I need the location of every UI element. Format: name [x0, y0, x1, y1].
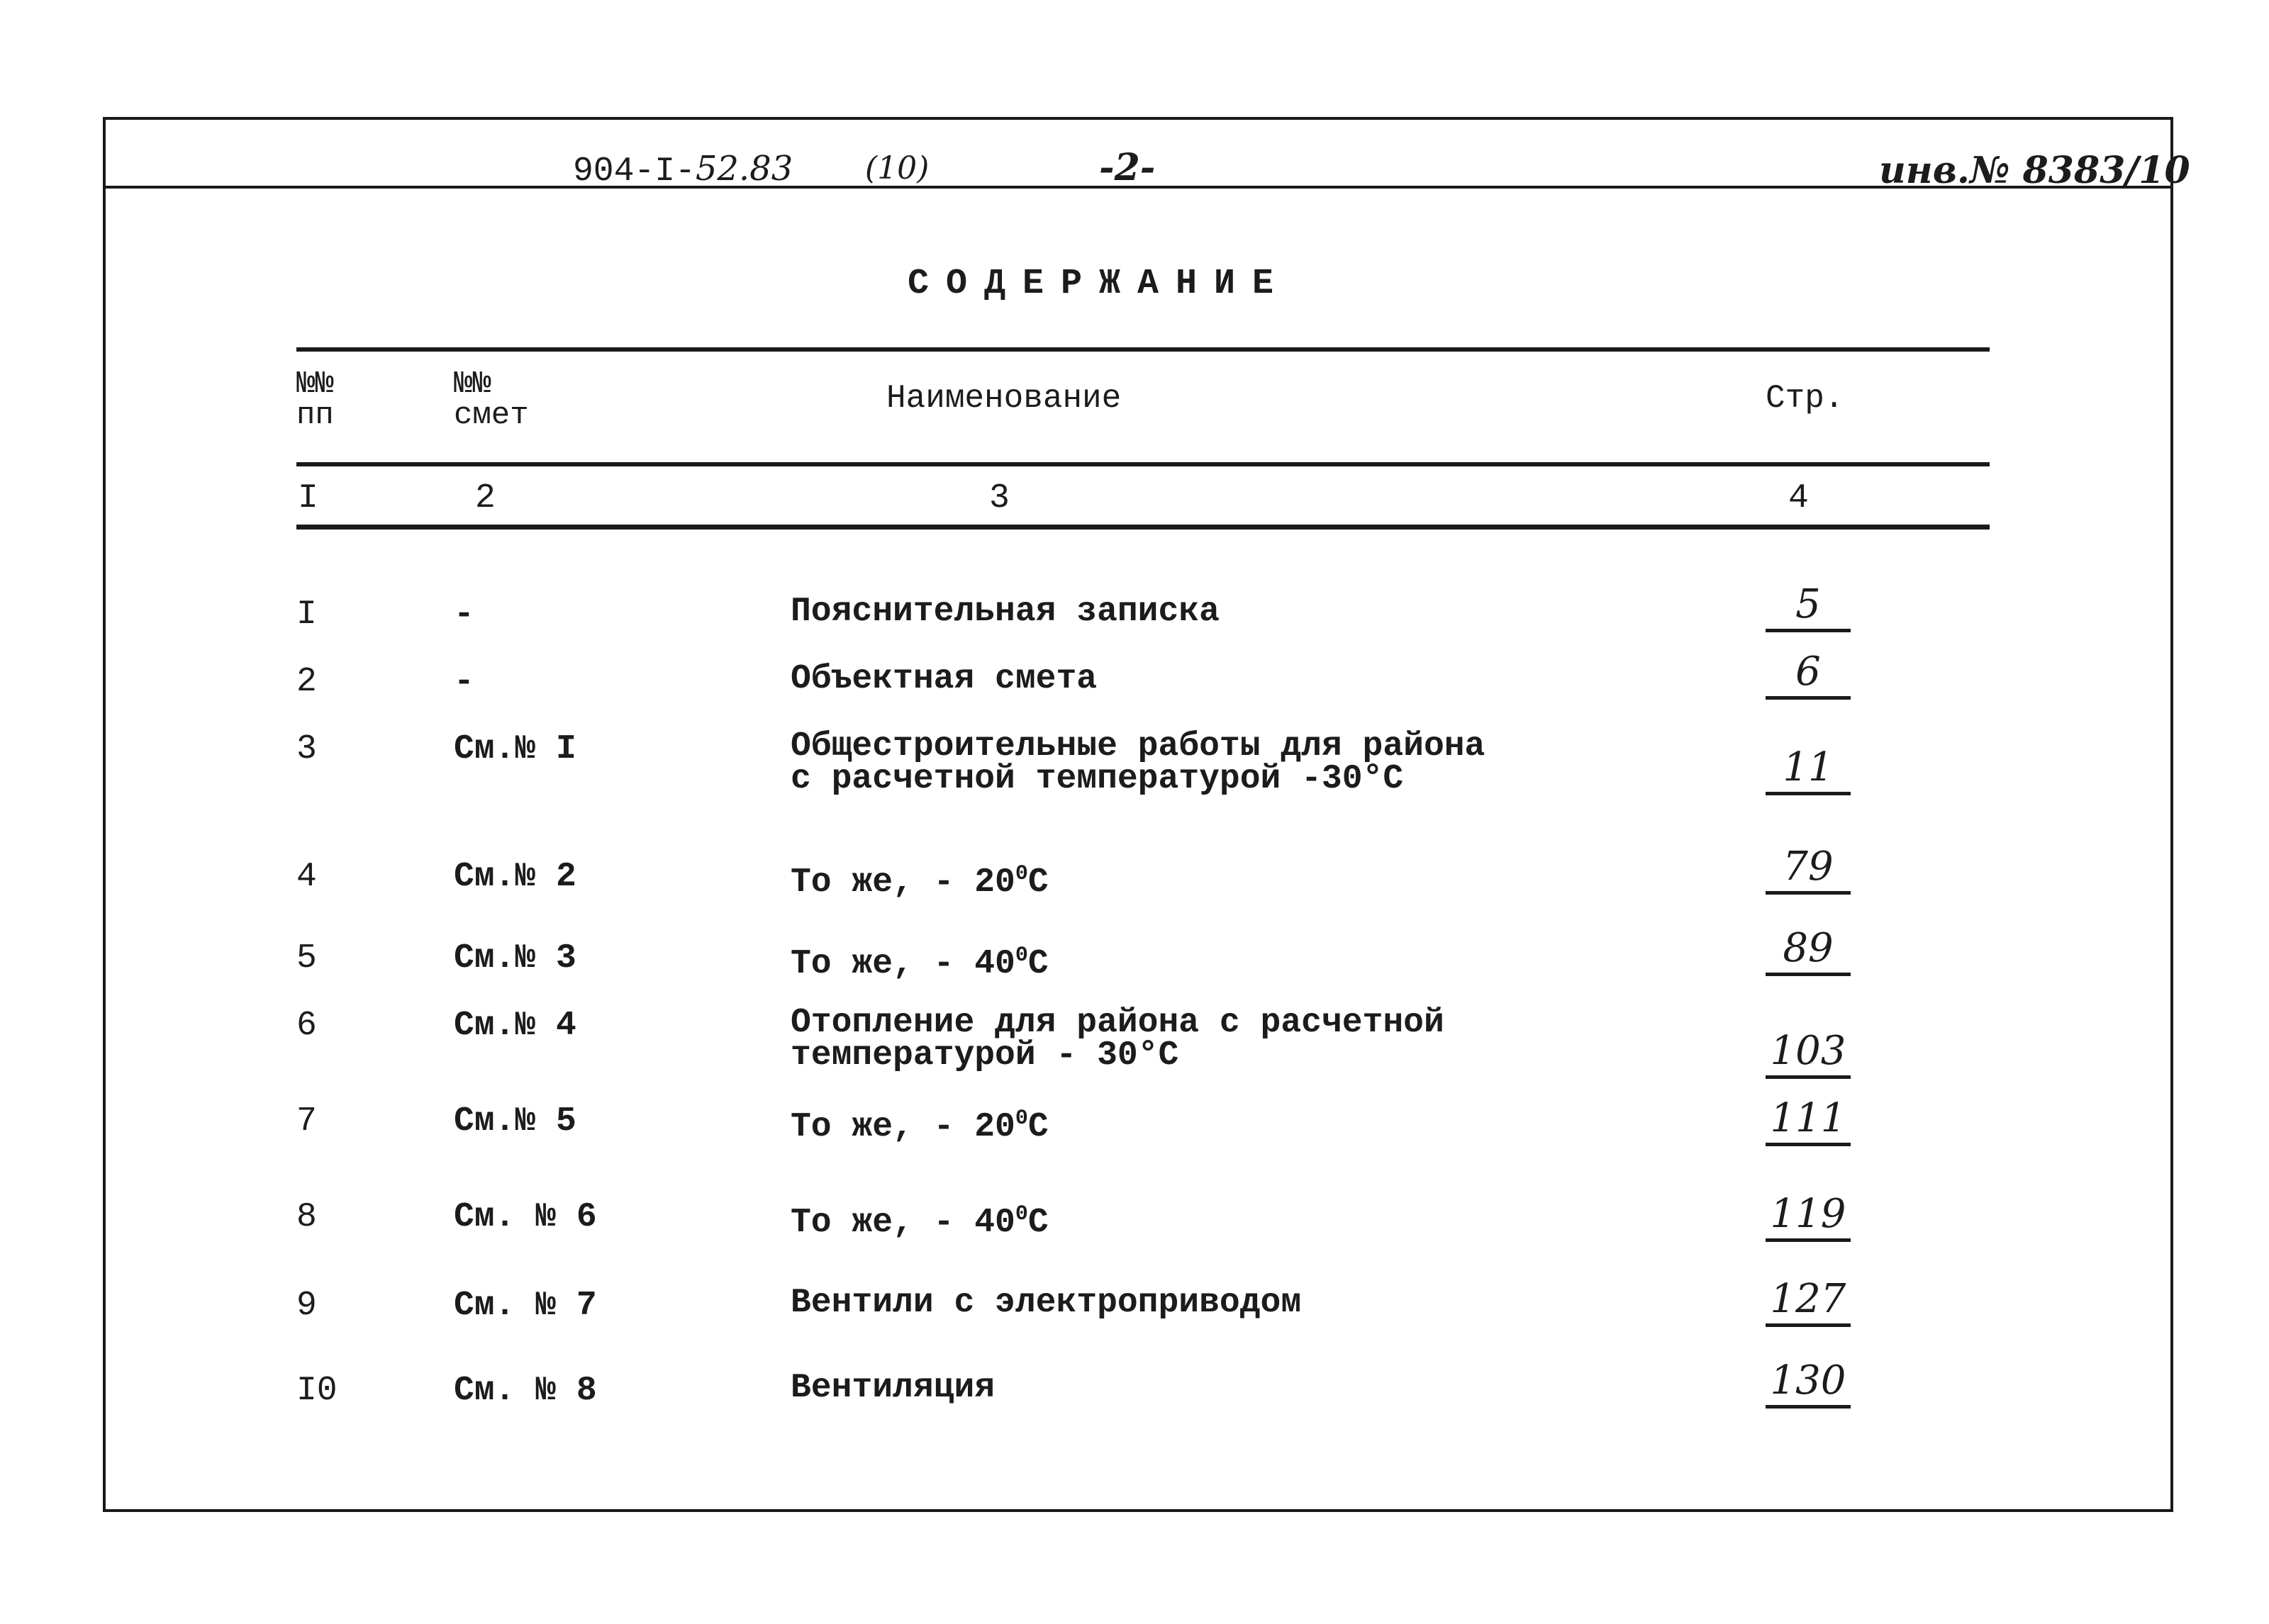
column-number-1: I [298, 479, 318, 517]
row-estimate: См.№ 5 [454, 1102, 576, 1141]
row-name: Объектная смета [791, 660, 1098, 698]
table-rule-top [296, 347, 1990, 352]
row-estimate: См.№ 2 [454, 858, 576, 896]
row-name: То же, - $20^0С$ [791, 862, 1049, 902]
inventory-number: инв.№ 8383/10 [1879, 149, 2190, 192]
table-rule-mid [296, 462, 1990, 466]
row-page: 89 [1766, 925, 1851, 976]
row-number: I0 [296, 1372, 338, 1410]
row-number: 4 [296, 858, 317, 896]
row-number: 6 [296, 1007, 317, 1045]
header-col-number: №№ пп [296, 366, 334, 433]
row-page: 119 [1766, 1191, 1851, 1242]
row-page: 79 [1766, 844, 1851, 895]
row-page: 127 [1766, 1276, 1851, 1327]
row-estimate: - [454, 595, 474, 634]
page-title: СОДЕРЖАНИЕ [908, 264, 1291, 304]
row-estimate: См. № 7 [454, 1287, 597, 1325]
row-number: 3 [296, 730, 317, 768]
sheet-reference: (10) [865, 150, 930, 186]
row-number: 7 [296, 1102, 317, 1141]
row-estimate: См. № 8 [454, 1372, 597, 1410]
document-code: 904-I-52.83 [573, 149, 793, 191]
row-name: Пояснительная записка [791, 593, 1220, 631]
row-page: 130 [1766, 1357, 1851, 1409]
row-name: Вентили с электроприводом [791, 1284, 1302, 1322]
row-number: 5 [296, 939, 317, 978]
row-number: 9 [296, 1287, 317, 1325]
row-page: 103 [1766, 1028, 1851, 1079]
row-number: I [296, 595, 317, 634]
row-page: 6 [1766, 649, 1851, 700]
header-col-page: Стр. [1766, 380, 1844, 417]
row-name: То же, - $40^0С$ [791, 943, 1049, 983]
row-estimate: - [454, 663, 474, 701]
row-name: Общестроительные работы для района с расчетной температурой -30°С [791, 727, 1485, 798]
column-number-4: 4 [1788, 479, 1809, 517]
row-estimate: См.№ 3 [454, 939, 576, 978]
column-number-2: 2 [475, 479, 496, 517]
row-name: Отопление для района с расчетной температурой - 30°С [791, 1004, 1444, 1075]
page-number: -2- [1099, 146, 1156, 189]
row-page: 111 [1766, 1095, 1851, 1146]
row-name: То же, - $40^0С$ [791, 1202, 1049, 1242]
row-estimate: См.№ 4 [454, 1007, 576, 1045]
row-number: 8 [296, 1198, 317, 1236]
row-page: 5 [1766, 581, 1851, 632]
row-number: 2 [296, 663, 317, 701]
row-estimate: См. № 6 [454, 1198, 597, 1236]
row-name: То же, - $20^0С$ [791, 1107, 1049, 1146]
header-col-name: Наименование [886, 380, 1122, 417]
row-page: 11 [1766, 744, 1851, 795]
row-estimate: См.№ I [454, 730, 576, 768]
row-name: Вентиляция [791, 1369, 996, 1407]
table-rule-bottom [296, 525, 1990, 530]
header-col-estimate: №№ смет [454, 366, 529, 433]
column-number-3: 3 [989, 479, 1010, 517]
